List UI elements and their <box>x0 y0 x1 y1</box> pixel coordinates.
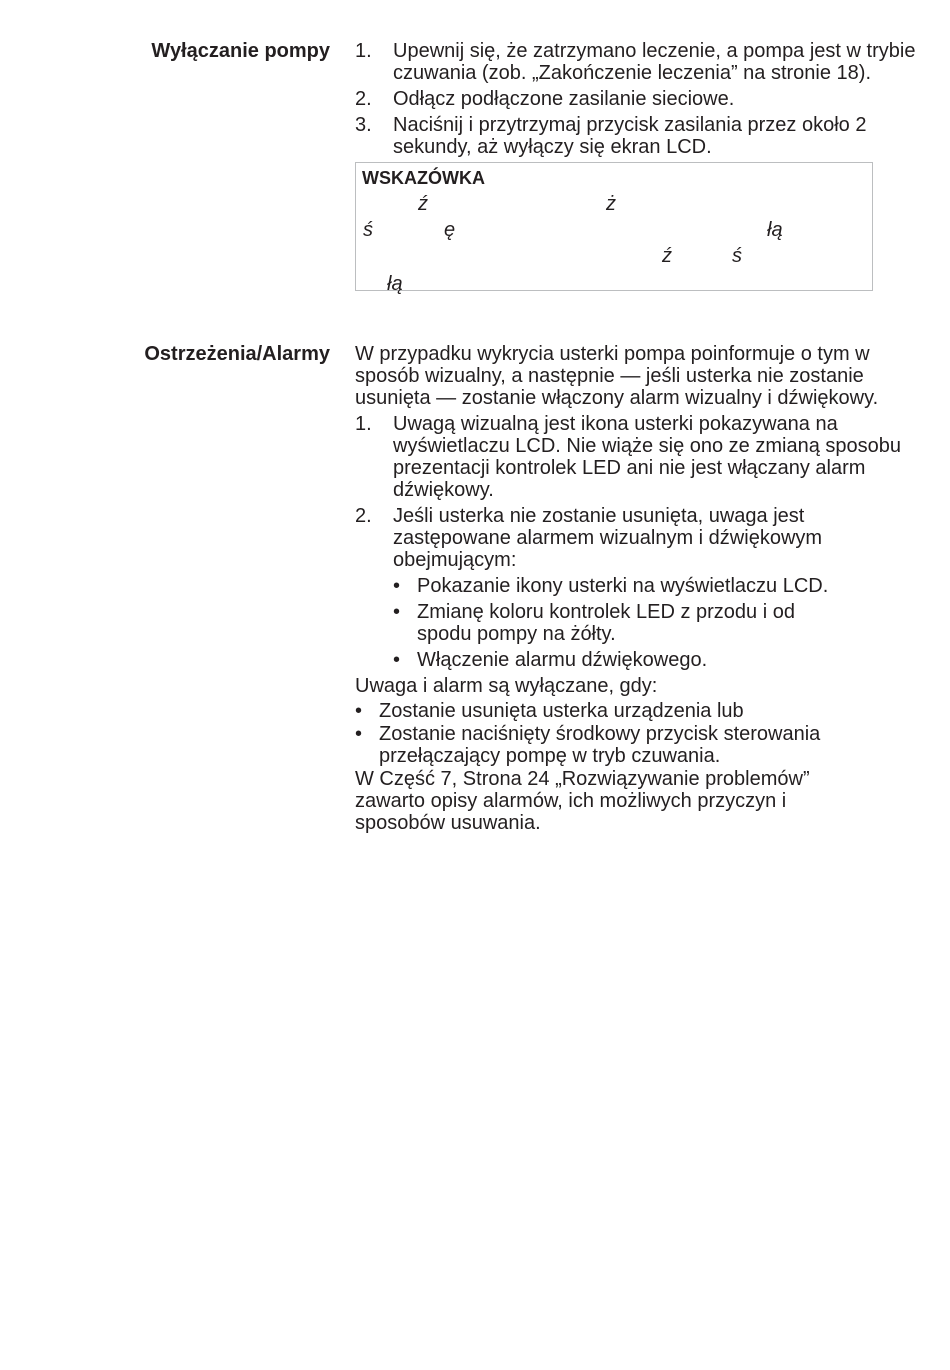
bullet-text: Zmianę koloru kontrolek LED z przodu i od spodu pompy na żółty. <box>417 601 795 645</box>
list-item <box>355 40 923 84</box>
list-item <box>355 114 893 158</box>
list-number: 1. <box>355 40 372 62</box>
bullet-text: Zostanie naciśnięty środkowy przycisk sterowania przełączający pompę w tryb czuwania. <box>379 723 821 767</box>
list-text: Naciśnij i przytrzymaj przycisk zasilania przez około 2 sekundy, aż wyłączy się ekran LCD. <box>393 114 867 158</box>
bullet-icon: • <box>393 649 401 671</box>
off-intro-text: Uwaga i alarm są wyłączane, gdy: <box>355 675 658 697</box>
section-content <box>355 343 902 834</box>
sub-bullet-item <box>355 649 890 671</box>
list-text: Jeśli usterka nie zostanie usunięta, uwaga jest zastępowane alarmem wizualnym i dźwiękowym obejmującym: <box>393 505 823 571</box>
tip-text-fragment: ż <box>606 193 616 215</box>
list-number: 1. <box>355 413 372 435</box>
tip-text-fragment: ś <box>363 219 373 241</box>
list-number: 2. <box>355 505 372 527</box>
section-content <box>355 40 916 295</box>
section-heading: Ostrzeżenia/Alarmy <box>144 343 330 365</box>
tip-text-fragment: łą <box>767 219 783 241</box>
bullet-text: Włączenie alarmu dźwiękowego. <box>417 649 708 671</box>
list-number: 3. <box>355 114 372 136</box>
list-text: Upewnij się, że zatrzymano leczenie, a pompa jest w trybie czuwania (zob. „Zakończenie leczenia” na stronie 18). <box>393 40 916 84</box>
closing-paragraph: W Część 7, Strona 24 „Rozwiązywanie problemów” zawarto opisy alarmów, ich możliwych przyczyn i sposobów usuwania. <box>355 768 810 834</box>
sub-bullet-item <box>355 575 890 597</box>
bullet-item <box>355 700 890 722</box>
tip-text-fragment: ś <box>732 245 742 267</box>
bullet-icon: • <box>393 575 401 597</box>
bullet-icon: • <box>393 601 401 623</box>
list-text: Odłącz podłączone zasilanie sieciowe. <box>393 88 735 110</box>
tip-text-fragment: ź <box>662 245 672 267</box>
tip-title: WSKAZÓWKA <box>362 168 485 188</box>
list-item <box>355 88 890 110</box>
bullet-item <box>355 723 889 767</box>
bullet-text: Zostanie usunięta usterka urządzenia lub <box>379 700 744 722</box>
sub-bullet-item <box>355 601 797 645</box>
list-text: Uwagą wizualną jest ikona usterki pokazywana na wyświetlaczu LCD. Nie wiąże się ono ze zmianą sposobu prezentacji kontrolek LED ani nie jest włączany alarm dźwiękowy. <box>393 413 902 501</box>
intro-paragraph: W przypadku wykrycia usterki pompa poinformuje o tym w sposób wizualny, a następnie — jeśli usterka nie zostanie usunięta — zostanie włączony alarm wizualny i dźwiękowy. <box>355 343 879 409</box>
list-number: 2. <box>355 88 372 110</box>
bullet-text: Pokazanie ikony usterki na wyświetlaczu LCD. <box>417 575 829 597</box>
list-item <box>355 505 913 571</box>
bullet-icon: • <box>355 700 363 722</box>
tip-box <box>355 162 873 295</box>
section-heading: Wyłączanie pompy <box>151 40 330 62</box>
tip-text-fragment: łą <box>387 273 403 295</box>
list-item <box>355 413 923 501</box>
bullet-icon: • <box>355 723 363 745</box>
tip-text-fragment: ź <box>418 193 428 215</box>
tip-text-fragment: ę <box>444 219 456 241</box>
